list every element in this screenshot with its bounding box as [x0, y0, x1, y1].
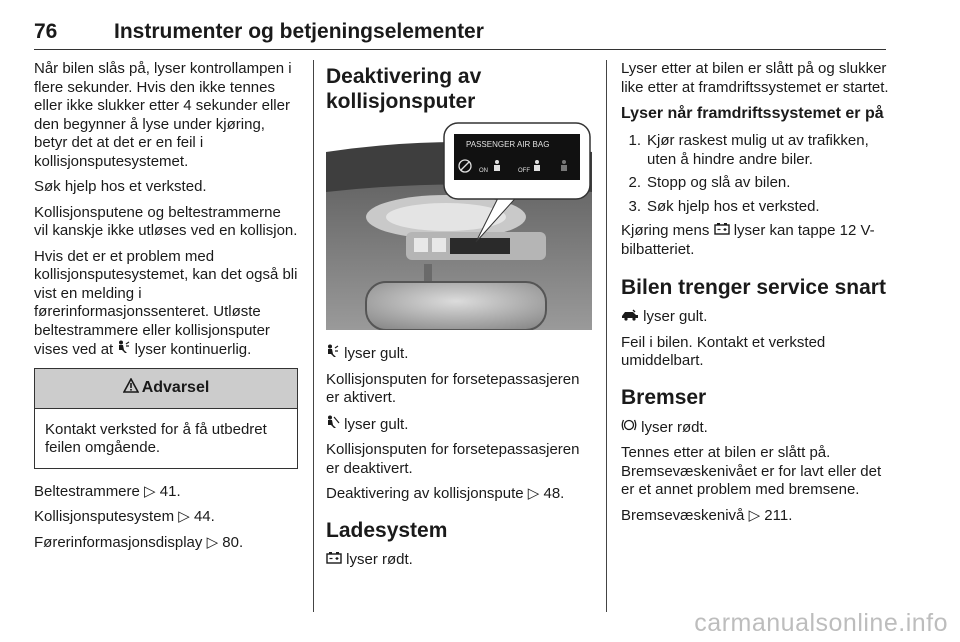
paragraph: Kollisjonsputene og beltestrammerne vil kanskje ikke utløses ved en kollisjon. — [34, 203, 298, 239]
indicator-text: lyser rødt. — [346, 550, 413, 568]
warning-box — [34, 368, 298, 469]
paragraph — [621, 222, 889, 259]
reference-label: Beltestrammere — [34, 482, 140, 500]
column-middle — [326, 60, 592, 576]
paragraph: Kollisjonsputen for forsetepassasjeren er deaktivert. — [326, 441, 580, 477]
indicator-line — [326, 344, 592, 364]
indicator-text: lyser gult. — [344, 345, 409, 362]
paragraph: Tennes etter at bilen er slått på. Bremsevæskenivået er for lavt eller det er et annet problem med bremsene. — [621, 444, 882, 498]
indicator-line — [326, 551, 592, 570]
indicator-line — [621, 418, 889, 438]
reference-label: Deaktivering av kollisjonspute — [326, 485, 524, 502]
page-ref-arrow-icon: ▷ — [178, 508, 190, 525]
paragraph-text: lyser kan tappe 12 V-bilbatteriet. — [621, 222, 875, 258]
reference-page: 44. — [193, 508, 215, 525]
seatbelt-airbag-icon — [117, 340, 130, 360]
paragraph-text: Kjøring mens — [621, 222, 710, 239]
battery-icon — [326, 551, 342, 570]
airbag-indicator-photo — [326, 122, 592, 330]
reference-page: 41. — [159, 482, 181, 500]
page-ref-arrow-icon: ▷ — [144, 482, 156, 500]
indicator-text: lyser gult. — [344, 415, 409, 433]
service-vehicle-icon — [621, 308, 639, 327]
photo-off-label: OFF — [518, 168, 530, 174]
page-header — [34, 10, 886, 50]
passenger-airbag-off-icon — [326, 415, 340, 435]
cross-reference[interactable] — [326, 485, 592, 504]
cross-reference[interactable] — [621, 507, 889, 526]
indicator-line — [621, 308, 889, 327]
subsection-heading: Lyser når framdriftssystemet er på — [621, 105, 884, 122]
paragraph: Kollisjonsputen for forsetepassasjeren er aktivert. — [326, 370, 580, 406]
photo-on-label: ON — [479, 168, 488, 174]
page-ref-arrow-icon: ▷ — [527, 485, 540, 502]
column-divider — [313, 60, 314, 612]
warning-title: Advarsel — [141, 378, 210, 396]
cross-reference[interactable] — [34, 534, 298, 553]
page-title: Instrumenter og betjeningselementer — [114, 20, 484, 43]
section-heading: Bremser — [621, 385, 707, 409]
list-item: 1. Kjør raskest mulig ut av trafikken, uten å hindre andre biler. — [628, 132, 869, 168]
section-heading: Deaktivering av kollisjonsputer — [326, 65, 482, 113]
indicator-text: lyser rødt. — [641, 418, 708, 436]
paragraph: Søk hjelp hos et verksted. — [34, 178, 207, 195]
battery-icon — [714, 222, 730, 241]
section-heading: Bilen trenger service snart — [621, 276, 886, 299]
paragraph-text: Hvis det er et problem med kollisjonsputesystemet, kan det også bli vist en melding i førerinformasjonssenteret. Utløste beltestrammere eller kollisjonsputer vises ved at — [34, 247, 298, 358]
cross-reference[interactable] — [34, 508, 298, 527]
column-divider — [606, 60, 607, 612]
list-item: 2. Stopp og slå av bilen. — [628, 174, 791, 191]
reference-page: 80. — [222, 533, 244, 551]
paragraph: Feil i bilen. Kontakt et verksted umiddelbart. — [621, 333, 826, 369]
reference-label: Førerinformasjonsdisplay — [34, 533, 203, 551]
indicator-line — [326, 415, 592, 435]
warning-header — [35, 369, 297, 409]
page-number: 76 — [34, 20, 58, 43]
reference-label: Bremsevæskenivå — [621, 506, 745, 524]
reference-page: 211. — [764, 506, 793, 524]
section-heading: Ladesystem — [326, 518, 448, 542]
page-ref-arrow-icon: ▷ — [206, 533, 219, 551]
reference-page: 48. — [543, 485, 565, 502]
indicator-text: lyser gult. — [643, 308, 708, 325]
list-item: 3. Søk hjelp hos et verksted. — [628, 197, 820, 215]
warning-triangle-icon — [123, 378, 139, 399]
reference-label: Kollisjonsputesystem — [34, 508, 175, 525]
steps-list — [621, 132, 889, 216]
photo-label: PASSENGER AIR BAG — [466, 140, 550, 149]
paragraph-text: lyser kontinuerlig. — [134, 341, 252, 358]
warning-text: Kontakt verksted for å få utbedret feilen omgående. — [45, 420, 267, 456]
paragraph: Lyser etter at bilen er slått på og slukker like etter at framdriftssystemet er startet. — [621, 60, 889, 96]
paragraph — [34, 248, 298, 360]
column-right — [621, 60, 889, 532]
paragraph: Når bilen slås på, lyser kontrollampen i flere sekunder. Hvis den ikke tennes eller ikke slukker etter 4 sekunder eller den begynner å lyse under kjøring, betyr det at det er en feil i kollisjonsputesystemet. — [34, 60, 292, 170]
watermark: carmanualsonline.info — [694, 609, 948, 637]
column-left — [34, 60, 298, 559]
brake-warning-icon — [621, 418, 637, 438]
passenger-airbag-on-icon — [326, 344, 340, 364]
page-ref-arrow-icon: ▷ — [748, 506, 761, 524]
cross-reference[interactable] — [34, 483, 298, 502]
